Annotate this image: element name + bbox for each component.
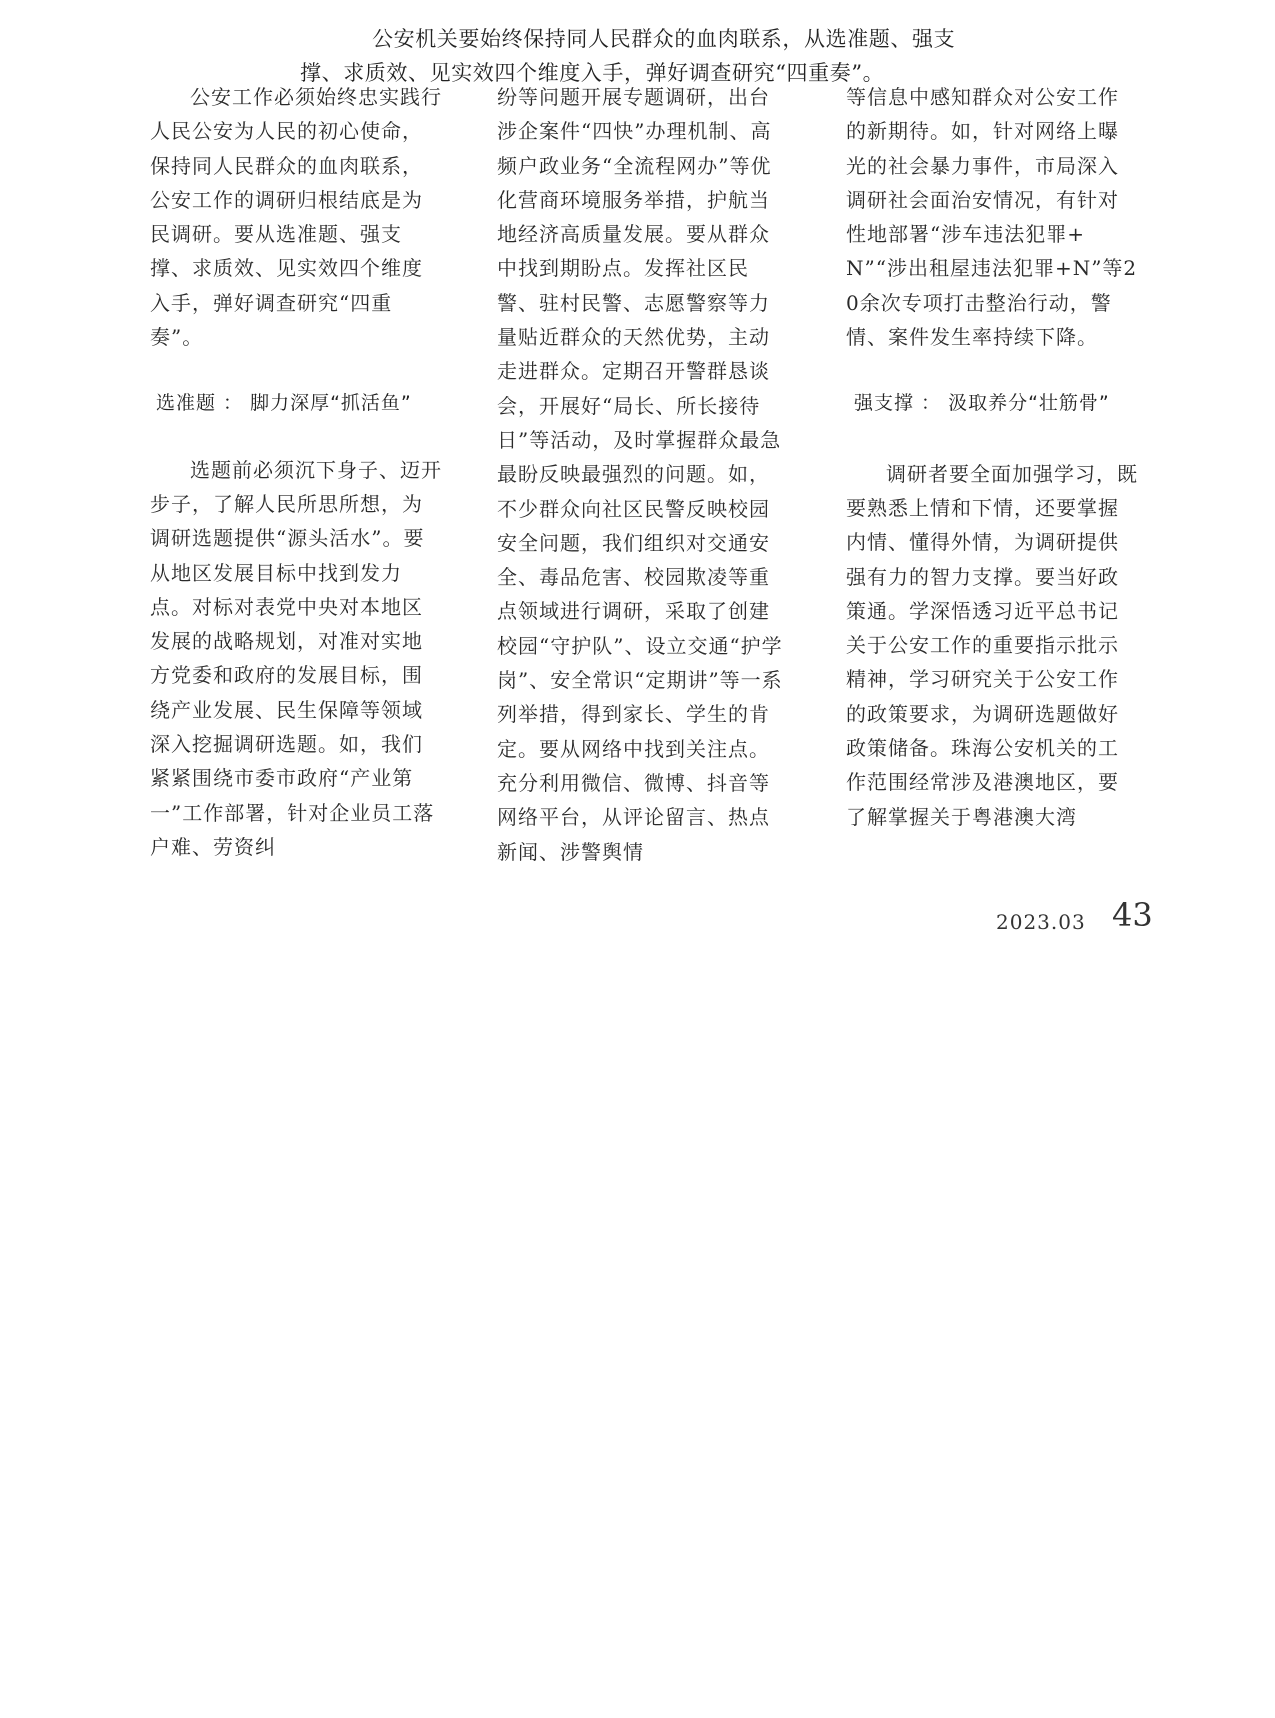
body-paragraph: 调研者要全面加强学习，既要熟悉上情和下情，还要掌握内情、懂得外情，为调研提供强有力的智力支撑。要当好政策通。学深悟透习近平总书记关于公安工作的重要指示批示精神，学习研究关于公安工作的政策要求，为调研选题做好政策储备。珠海公安机关的工作范围经常涉及港澳地区，要了解掌握关于粤港澳大湾 [846, 461, 1138, 829]
issue-date: 2023.03 [996, 910, 1086, 934]
body-paragraph: 等信息中感知群众对公安工作的新期待。如，针对网络上曝光的社会暴力事件，市局深入调研社会面治安情况，有针对性地部署“涉车违法犯罪+N”“涉出租屋违法犯罪+N”等20余次专项打击整治行动，警情、案件发生率持续下降。 [846, 85, 1138, 350]
lead-line-2: 撑、求质效、见实效四个维度入手，弹好调查研究“四重奏”。 [300, 61, 885, 85]
section-heading-qiangzhicheng: 强支撑 ： 汲取养分“壮筋骨” [854, 392, 1110, 415]
section-heading-xuanzhunti: 选准题 ： 脚力深厚“抓活鱼” [156, 392, 412, 415]
lead-line-1: 公安机关要始终保持同人民群众的血肉联系，从选准题、强支 [372, 27, 956, 51]
body-paragraph: 纷等问题开展专题调研，出台涉企案件“四快”办理机制、高频户政业务“全流程网办”等优化营商环境服务举措，护航当地经济高质量发展。要从群众中找到期盼点。发挥社区民警、驻村民警、志愿警察等力量贴近群众的天然优势，主动走进群众。定期召开警群恳谈会，开展好“局长、所长接待日”等活动，及时掌握群众最急最盼反映最强烈的问题。如，不少群众向社区民警反映校园安全问题，我们组织对交通安全、毒品危害、校园欺凌等重点领域进行调研，采取了创建校园“守护队”、设立交通“护学岗”、安全常识“定期讲”等一系列举措，得到家长、学生的肯定。要从网络中找到关注点。充分利用微信、微博、抖音等网络平台，从评论留言、热点新闻、涉警舆情 [497, 85, 783, 864]
text-column-1 [150, 80, 442, 864]
text-column-2 [497, 80, 789, 869]
body-paragraph: 选题前必须沉下身子、迈开步子，了解人民所思所想，为调研选题提供“源头活水”。要从地区发展目标中找到发力点。对标对表党中央对本地区发展的战略规划，对准对实地方党委和政府的发展目标，围绕产业发展、民生保障等领域深入挖掘调研选题。如，我们紧紧围绕市委市政府“产业第一”工作部署，针对企业员工落户难、劳资纠 [150, 457, 442, 859]
page-number: 43 [1112, 896, 1153, 934]
text-column-3 [846, 80, 1138, 834]
body-paragraph: 公安工作必须始终忠实践行人民公安为人民的初心使命，保持同人民群众的血肉联系，公安工作的调研归根结底是为民调研。要从选准题、强支撑、求质效、见实效四个维度入手，弹好调查研究“四重奏”。 [150, 85, 442, 350]
